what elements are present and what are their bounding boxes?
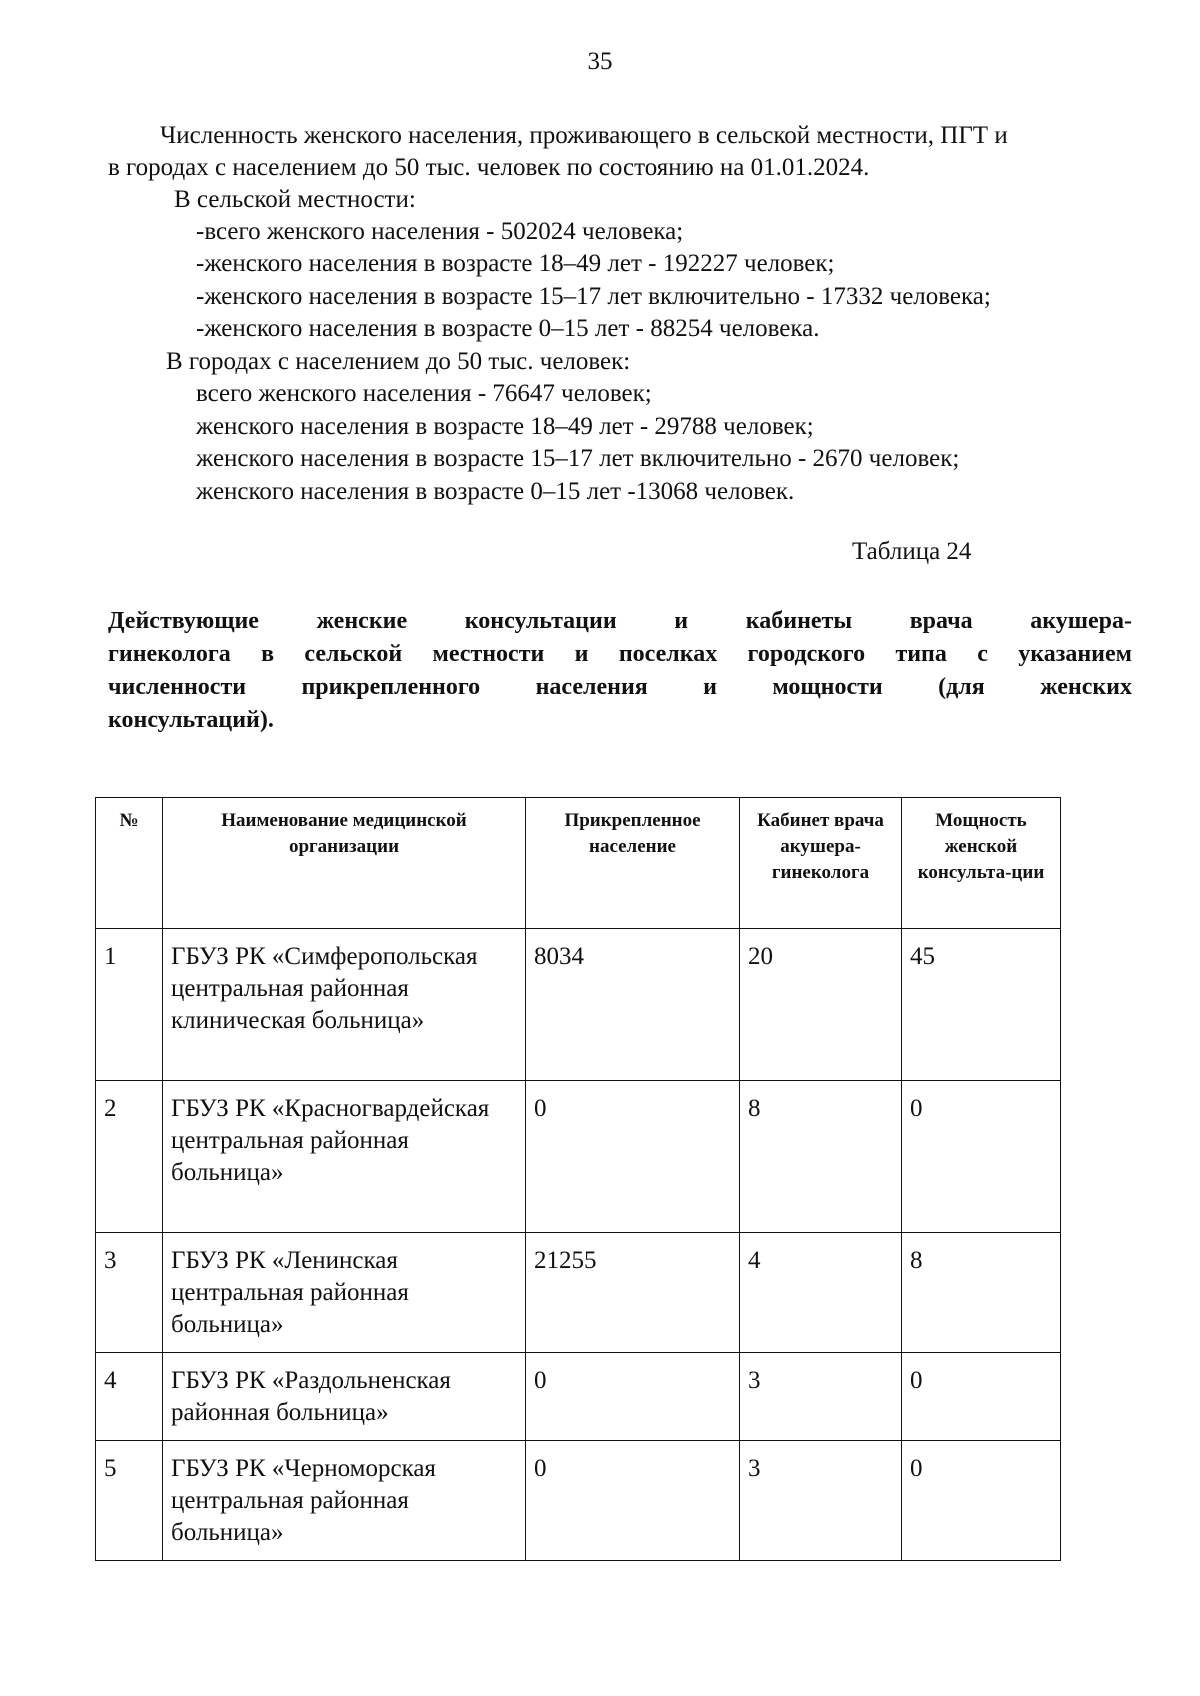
cell-organization: ГБУЗ РК «Ленинская центральная районная больница» bbox=[163, 1233, 526, 1353]
cell-number: 3 bbox=[96, 1233, 163, 1353]
cell-attached-population: 21255 bbox=[526, 1233, 740, 1353]
table-row bbox=[96, 1441, 1061, 1561]
header-gynecologist-office: Кабинет врача акушера-гинеколога bbox=[740, 798, 902, 929]
towns-item-0-15: женского населения в возрасте 0–15 лет -13068 человек. bbox=[196, 478, 795, 505]
rural-item-18-49: -женского населения в возрасте 18–49 лет - 192227 человек; bbox=[196, 250, 835, 277]
rural-item-15-17: -женского населения в возрасте 15–17 лет включительно - 17332 человека; bbox=[196, 283, 991, 310]
cell-consultation-capacity: 0 bbox=[902, 1441, 1061, 1561]
cell-number: 4 bbox=[96, 1353, 163, 1441]
cell-gynecologist-office: 4 bbox=[740, 1233, 902, 1353]
table-title-line-1: Действующие женские консультации и кабинеты врача акушера- bbox=[108, 608, 1132, 634]
table-row bbox=[96, 1233, 1061, 1353]
towns-item-total: всего женского населения - 76647 человек; bbox=[196, 380, 652, 407]
cell-organization: ГБУЗ РК «Красногвардейская центральная районная больница» bbox=[163, 1081, 526, 1233]
cell-gynecologist-office: 3 bbox=[740, 1441, 902, 1561]
rural-item-0-15: -женского населения в возрасте 0–15 лет - 88254 человека. bbox=[196, 315, 820, 342]
intro-line-1: Численность женского населения, проживающего в сельской местности, ПГТ и bbox=[160, 122, 1008, 149]
header-organization: Наименование медицинской организации bbox=[163, 798, 526, 929]
cell-attached-population: 0 bbox=[526, 1081, 740, 1233]
cell-organization: ГБУЗ РК «Симферопольская центральная районная клиническая больница» bbox=[163, 929, 526, 1081]
cell-consultation-capacity: 45 bbox=[902, 929, 1061, 1081]
page-number: 35 bbox=[587, 48, 613, 75]
rural-heading: В сельской местности: bbox=[174, 186, 416, 213]
cell-consultation-capacity: 8 bbox=[902, 1233, 1061, 1353]
table-title-line-3: численности прикрепленного населения и мощности (для женских bbox=[108, 674, 1132, 700]
cell-consultation-capacity: 0 bbox=[902, 1353, 1061, 1441]
table-row bbox=[96, 929, 1061, 1081]
cell-attached-population: 0 bbox=[526, 1353, 740, 1441]
intro-line-2: в городах с населением до 50 тыс. человек по состоянию на 01.01.2024. bbox=[108, 154, 870, 181]
header-number: № bbox=[96, 798, 163, 929]
table-title-line-2: гинеколога в сельской местности и поселках городского типа с указанием bbox=[108, 641, 1132, 667]
cell-organization: ГБУЗ РК «Черноморская центральная районная больница» bbox=[163, 1441, 526, 1561]
organizations-table bbox=[95, 797, 1061, 1561]
cell-number: 1 bbox=[96, 929, 163, 1081]
table-row bbox=[96, 1353, 1061, 1441]
towns-heading: В городах с населением до 50 тыс. человек: bbox=[166, 348, 631, 375]
cell-gynecologist-office: 8 bbox=[740, 1081, 902, 1233]
cell-gynecologist-office: 3 bbox=[740, 1353, 902, 1441]
table-row bbox=[96, 1081, 1061, 1233]
towns-item-18-49: женского населения в возрасте 18–49 лет - 29788 человек; bbox=[196, 413, 814, 440]
cell-attached-population: 8034 bbox=[526, 929, 740, 1081]
table-header-row bbox=[96, 798, 1061, 929]
cell-consultation-capacity: 0 bbox=[902, 1081, 1061, 1233]
cell-number: 5 bbox=[96, 1441, 163, 1561]
header-consultation-capacity: Мощность женской консульта-ции bbox=[902, 798, 1061, 929]
cell-attached-population: 0 bbox=[526, 1441, 740, 1561]
cell-number: 2 bbox=[96, 1081, 163, 1233]
cell-organization: ГБУЗ РК «Раздольненская районная больница» bbox=[163, 1353, 526, 1441]
rural-item-total: -всего женского населения - 502024 человека; bbox=[196, 218, 684, 245]
header-attached-population: Прикрепленное население bbox=[526, 798, 740, 929]
table-title-line-4: консультаций). bbox=[108, 707, 274, 733]
towns-item-15-17: женского населения в возрасте 15–17 лет включительно - 2670 человек; bbox=[196, 445, 960, 472]
cell-gynecologist-office: 20 bbox=[740, 929, 902, 1081]
table-caption: Таблица 24 bbox=[852, 538, 972, 565]
